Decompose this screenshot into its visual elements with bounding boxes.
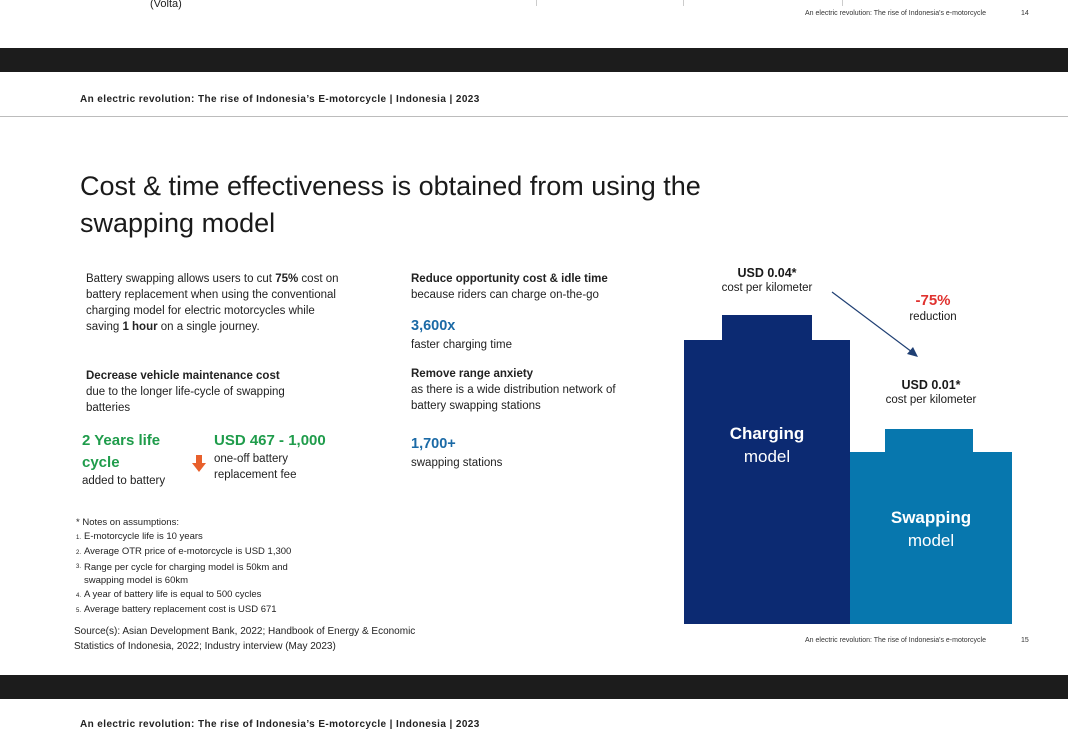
next-page-header: An electric revolution: The rise of Indonesia’s E-motorcycle | Indonesia | 2023 bbox=[80, 719, 480, 730]
charging-value-label bbox=[694, 266, 840, 294]
intro-text: Battery swapping allows users to cut bbox=[86, 273, 276, 285]
intro-text: on a single journey. bbox=[157, 321, 260, 333]
charging-value: USD 0.04* bbox=[737, 266, 797, 280]
prev-page-number: 14 bbox=[1021, 10, 1029, 17]
swapping-bar-label-line2: model bbox=[907, 531, 955, 550]
note-number: 3. bbox=[76, 563, 82, 570]
notes-title: * Notes on assumptions: bbox=[76, 517, 179, 528]
note-number: 4. bbox=[76, 592, 82, 599]
life-cycle-caption: added to battery bbox=[82, 475, 166, 487]
intro-paragraph bbox=[86, 271, 346, 335]
note-text: A year of battery life is equal to 500 cycles bbox=[84, 588, 262, 600]
note-text: Average battery replacement cost is USD 671 bbox=[84, 604, 277, 615]
header-rule bbox=[0, 116, 1068, 117]
replacement-fee-caption: one-off battery replacement fee bbox=[214, 453, 297, 481]
charging-unit: cost per kilometer bbox=[721, 282, 813, 294]
maintenance-heading: Decrease vehicle maintenance cost bbox=[86, 370, 280, 382]
charging-time-value: 3,600x bbox=[411, 318, 456, 334]
replacement-fee-value: USD 467 - 1,000 bbox=[214, 432, 326, 449]
page-separator bbox=[0, 48, 1068, 72]
swapping-bar-label-line1: Swapping bbox=[890, 508, 972, 527]
note-item bbox=[76, 588, 336, 604]
opportunity-text: because riders can charge on-the-go bbox=[411, 289, 599, 301]
swapping-unit: cost per kilometer bbox=[885, 394, 977, 406]
note-item bbox=[76, 545, 336, 561]
charging-bar-cap bbox=[722, 315, 812, 341]
prev-table-divider bbox=[842, 0, 843, 6]
note-item bbox=[76, 530, 336, 546]
note-text: E-motorcycle life is 10 years bbox=[84, 530, 203, 542]
charging-bar-label bbox=[684, 422, 850, 468]
swapping-bar-cap bbox=[885, 429, 973, 453]
range-heading: Remove range anxiety bbox=[411, 368, 534, 380]
prev-table-divider bbox=[536, 0, 537, 6]
intro-highlight: 1 hour bbox=[122, 321, 158, 333]
assumption-notes bbox=[76, 516, 336, 619]
slide-title: Cost & time effectiveness is obtained from using the swapping model bbox=[80, 171, 701, 238]
note-item bbox=[76, 561, 336, 588]
down-arrow-icon bbox=[192, 455, 206, 473]
footer-text: An electric revolution: The rise of Indonesia's e-motorcycle bbox=[805, 637, 986, 644]
swapping-value: USD 0.01* bbox=[901, 378, 961, 392]
charging-time-caption: faster charging time bbox=[411, 339, 512, 351]
note-text: Range per cycle for charging model is 50km and swapping model is 60km bbox=[84, 561, 288, 586]
page-header: An electric revolution: The rise of Indonesia’s E-motorcycle | Indonesia | 2023 bbox=[80, 94, 480, 105]
range-text: as there is a wide distribution network of battery swapping stations bbox=[411, 384, 616, 412]
charging-bar-label-line1: Charging bbox=[729, 424, 805, 443]
note-number: 5. bbox=[76, 608, 82, 614]
prev-table-divider bbox=[683, 0, 684, 6]
maintenance-text: due to the longer life-cycle of swapping batteries bbox=[86, 386, 285, 414]
charging-bar bbox=[684, 340, 850, 624]
stations-caption: swapping stations bbox=[411, 457, 503, 469]
swapping-bar-label bbox=[850, 506, 1012, 552]
opportunity-heading: Reduce opportunity cost & idle time bbox=[411, 273, 608, 285]
source-citation: Source(s): Asian Development Bank, 2022; Handbook of Energy & Economic Statistics of Indonesia, 2022; Industry interview (May 2023) bbox=[74, 626, 416, 652]
swapping-value-label bbox=[854, 378, 1008, 406]
reduction-arrow-icon bbox=[828, 288, 928, 368]
intro-text: cost on battery replacement when using the conventional charging model for electric motorcycles while saving bbox=[86, 273, 339, 333]
reduction-value: -75% bbox=[915, 292, 951, 309]
prev-footer-text: An electric revolution: The rise of Indonesia's e-motorcycle bbox=[805, 10, 986, 17]
cost-chart bbox=[684, 260, 1014, 626]
note-item bbox=[76, 603, 336, 619]
volta-label: (Volta) bbox=[150, 0, 182, 10]
note-number: 1. bbox=[76, 534, 82, 541]
life-cycle-value: 2 Years life cycle bbox=[82, 432, 161, 471]
page-separator bbox=[0, 675, 1068, 699]
note-text: Average OTR price of e-motorcycle is USD 1,300 bbox=[84, 546, 292, 557]
reduction-caption: reduction bbox=[909, 311, 957, 323]
intro-highlight: 75% bbox=[275, 273, 299, 285]
note-number: 2. bbox=[76, 550, 82, 556]
page-number: 15 bbox=[1021, 637, 1029, 644]
stations-value: 1,700+ bbox=[411, 436, 456, 452]
prev-page-fragment bbox=[0, 0, 1068, 48]
charging-bar-label-line2: model bbox=[743, 447, 791, 466]
